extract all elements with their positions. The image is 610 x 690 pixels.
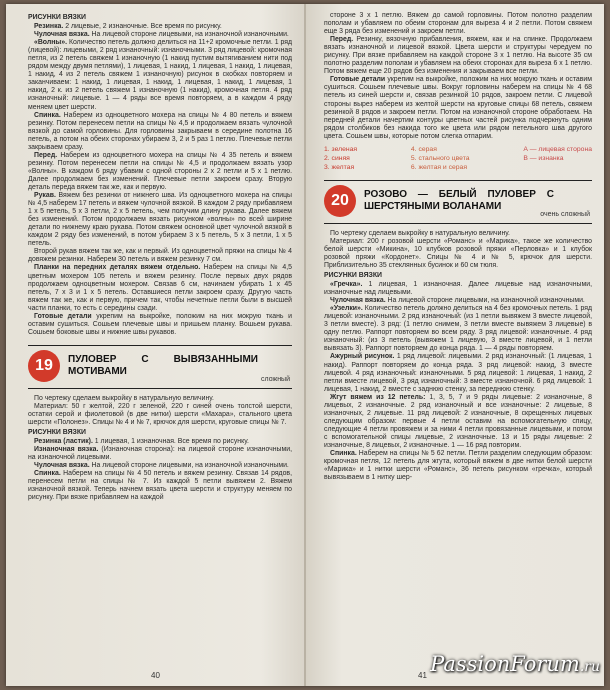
- paragraph: [28, 31, 292, 39]
- paragraph: [28, 403, 292, 427]
- paragraph-lead: Чулочная вязка.: [34, 462, 90, 470]
- paragraph-lead: Ажурный рисунок.: [330, 353, 395, 361]
- paragraph: [324, 353, 592, 393]
- paragraph-text: 2 лицевые, 2 изнаночные. Все время по рисунку.: [63, 23, 222, 31]
- paragraph-text: По чертежу сделаем выкройку в натуральную величину.: [34, 394, 214, 402]
- paragraph-text: Вяжем без резинки от нижнего шва. Из одноцветного мохера на спицы № 4,5 наберем 17 петель и вяжем чулочной вязкой. В каждом 2 ряду прибавляем 1 х 5 петель, 5 х 3 петли, 2 х 5 петель, чем получим длину рукава. Далее вяжем без изменений. Потом продолжаем вязать рисунком «волны» по всей ширине детали по нижнему краю рукава. Потом свяжем основной цвет чулочной вязкой в каждом 2 ряду без изменений, в потом убираем 3 х 5 петель, 5 х 3 петли, 1 х 5 петель.: [28, 192, 292, 248]
- difficulty-label: очень сложный: [540, 210, 590, 218]
- paragraph: [28, 438, 292, 446]
- paragraph-text: Наберем из одноцветного мохера на спицы № 4 35 петель и вяжем резинку. Потом перенесем петли на спицы № 4,5 и продолжаем вязать узор «Волны». В каждом 6 ряду убавим с одной стороны 2 х 2 петли и 5 х 1 петлю. Далее продолжаем без изменений. Плечевые петли закроем сразу. Вторую деталь переда вяжем так же, как и первую.: [28, 151, 292, 191]
- paragraph: [324, 305, 592, 353]
- paragraph-text: Материал: 200 г розовой шерсти «Романс» и «Марика», такое же количество белой шерсти «Микина», 10 клубков розовой пряжи «Перловка» и 1 клубок розовой пряжи «Кордонет». Спицы № 4 и № 5, крючок для шерсти. Приблизительно 35 стеклянных бусинок и 60 см тюля.: [324, 237, 592, 269]
- legend-col: [324, 145, 357, 172]
- paragraph-lead: Жгут вяжем из 12 петель:: [330, 393, 426, 401]
- paragraph-lead: Резинка.: [34, 23, 64, 31]
- paragraph-text: стороне 3 х 1 петлю. Вяжем до самой горловины. Потом полотно разделим пополам и убавляем по обеим сторонам для выреза 4 и 2 петли. Потом свяжем еще 3 ряда без изменений и закроем петли.: [324, 12, 592, 36]
- paragraph-lead: Спинка.: [34, 470, 61, 478]
- paragraph-text: Наберем на спицы № 4,5 цветным мохером 105 петель и вяжем резинку. После первых двух рядов продолжаем одноцветным мохером. Связав 6 см, начинаем убирать 1 х 45 петель, 7 х 3 и 1 х 5 петель. Оставшиеся петли закроем сразу. Другую часть вяжем так же, как и первую, причем так, чтобы нечетные петли были в высшей части планки, то есть с середины сзади.: [28, 264, 292, 312]
- paragraph-group: [324, 12, 592, 141]
- site-watermark: [430, 652, 600, 676]
- book-spread: [6, 4, 604, 686]
- paragraph-lead: «Узелки».: [330, 305, 363, 313]
- page-number: 41: [418, 671, 427, 680]
- watermark-domain: .ru: [579, 659, 600, 675]
- paragraph-lead: Планки на передних деталях вяжем отдельно.: [34, 264, 201, 272]
- page-number: 40: [151, 671, 160, 680]
- right-page: [306, 4, 604, 686]
- watermark-name: PassionForum: [430, 652, 580, 676]
- paragraph-lead: Изнаночная вязка.: [34, 446, 99, 454]
- paragraph-lead: Рукав.: [34, 192, 56, 200]
- pattern-banner: [28, 345, 292, 389]
- paragraph-lead: Готовые детали: [330, 76, 386, 84]
- section-heading: РИСУНКИ ВЯЗКИ: [28, 429, 87, 437]
- pattern-banner: [324, 180, 592, 224]
- paragraph: [28, 264, 292, 312]
- paragraph-lead: Спинка.: [330, 450, 357, 458]
- paragraph-lead: Перед.: [330, 36, 354, 44]
- paragraph-text: Наберем на спицы № 5 62 петли. Петли разделим следующим образом: кромочная петля, 12 петель для жгута, который вяжем в две нитки белой шерсти «Марика» и 1 нитки шерсти «Романс», 36 петель рисунком «гречка», который вывязываем в 1 нитку шер-: [324, 450, 592, 482]
- paragraph-text: На лицевой стороне лицевыми, на изнаночной изнаночными.: [385, 297, 585, 305]
- legend-item: А — лицевая сторона: [523, 145, 592, 153]
- paragraph-text: 1 лицевая, 1 изнаночная. Все время по рисунку.: [92, 438, 249, 446]
- legend-item: В — изнанка: [523, 154, 564, 162]
- section-heading: РИСУНКИ ВЯЗКИ: [28, 14, 87, 21]
- legend-item: 5. стального цвета: [410, 154, 470, 162]
- paragraph: [324, 297, 592, 305]
- legend-item: 4. серая: [410, 145, 437, 153]
- paragraph-text: 1, 3, 5, 7 и 9 ряды лицевые: 2 изнаночные, 8 лицевых, 2 изнаночные. 2 ряд изнаночный и все изнаночные: 2 лицевые, 8 изнаночных, 2 лицевые. 11 ряд лицевой: 2 изнаночные, 8 скрещенных лицевых следующим образом: первые 4 петли оставим на вспомогательную спицу, следующие 4 петли провяжем и за ними 4 петли провязанные лицевыми, и потом с вспомогательной спицы лицевые, 2 изнаночные. 13 и 15 ряды лицевые: 2 изнаночные, 8 лицевых, 2 изнаночные. 1 — 16 ряд повторим.: [324, 393, 592, 449]
- paragraph-text: укрепим на выкройке, положим на них мокрую ткань и оставим сушиться. Сошьем плечевые швы и пришьем планку. Вошьем рукава. Сошьем боковые швы и нижние швы рукавов.: [28, 312, 292, 336]
- paragraph-text: Наберем на спицы № 4 50 петель и вяжем резинку. Связав 14 рядов, перенесем петли на спицы № 7. Из каждой 5 петли вывяжем 2. Вяжем изнаночной вязкой. Теперь начнем вязать цвета шерсти и структуру меняем по рисунку. При вязке прибавляем на каждой: [28, 470, 292, 502]
- pattern-number-badge: 19: [28, 350, 60, 382]
- legend-col: [411, 145, 470, 172]
- paragraph-group: [28, 23, 292, 337]
- paragraph: [324, 76, 592, 140]
- left-column: [28, 12, 292, 502]
- paragraph: [324, 230, 592, 238]
- paragraph: [324, 12, 592, 36]
- paragraph-group: [324, 281, 592, 482]
- paragraph-text: Второй рукав вяжем так же, как и первый. Из одноцветной пряжи на спицы № 4 довяжем резинки. Наберем 30 петель и вяжем резинку 7 см.: [28, 248, 292, 264]
- paragraph-text: По чертежу сделаем выкройку в натуральную величину.: [330, 229, 510, 237]
- paragraph-text: Количество петель должно делиться на 4 без кромочных петель. 1 ряд лицевой: изнаночными. 2 ряд изнаночный: (из 1 петли вывяжем 3 вместе лицевой, 3 петли вместе). 3 ряд: (1 петлю снимем, 3 петли вместе вывяжем 3 лицевые) в одну петлю. Раппорт повторяем во всем ряду. 3 ряд лицевой: изнаночные. 4 ряд изнаночный: (из 3 петель (вывяжем 1 лицевую, 3 вместе лицевой, и 1 петли вывязать 3). Раппорт повторяем до конца ряда. 1 — 4 ряды повторяем.: [324, 305, 592, 353]
- paragraph: [28, 248, 292, 264]
- section-heading: РИСУНКИ ВЯЗКИ: [324, 271, 383, 279]
- paragraph: [28, 313, 292, 337]
- paragraph-group: [28, 395, 292, 427]
- paragraph-text: Количество петель должно делиться на 11+2 кромочные петли. 1 ряд (лицевой): лицевыми, 2 ряд изнаночный: изнаночными. 3 ряд лицевой: кромочная петля, из 2 петель свяжем 1 изнаночную (1 накид пустим вытягиванием нити под рядом между двумя петлями), 1 лицевая, 1 накид, 1 лицевая, 1 накид, 1 лицевая, 1 накид, 4 из 2 петель свяжем 1 изнаночную) рисунок в скобках повторяем и заканчиваем: 1 накид, 1 лицевая, 1 накид, 1 лицевая, 1 накид, 1 лицевая, 1 накид, 2 к. из 2 петель свяжем 1 изнаночную (1 накид), кромочная петля. 4 ряд изнаночный: лицевые. 1 — 4 ряды все время повторяем, а в каждом 4 ряду меняем цвет шерсти.: [28, 39, 292, 111]
- pattern-title: ПУЛОВЕР С ВЫВЯЗАННЫМИ МОТИВАМИ: [68, 353, 258, 377]
- paragraph: [28, 395, 292, 403]
- legend-item: 2. синяя: [324, 154, 350, 162]
- paragraph-lead: «Гречка».: [330, 281, 363, 289]
- legend-item: 1. зеленая: [324, 145, 358, 153]
- paragraph: [324, 36, 592, 76]
- legend-item: 3. желтая: [324, 163, 355, 171]
- paragraph-text: Резинку, вязочную прибавления, вяжем, как и на спинке. Продолжаем вязать изнаночной и лицевой вязкой. Цвета шерсти и структуры чередуем по рисунку. При вязке прибавляем на каждой стороне 3 х 1 петлю. На высоте 35 см полотно разделим пополам и убавляем на обеих сторонах для выреза 6 х 1 петлю. Потом вяжем еще 20 рядов без изменения и закрываем все петли.: [324, 36, 592, 76]
- paragraph-lead: Чулочная вязка.: [330, 297, 386, 305]
- paragraph-text: 1 ряд лицевой: лицевыми. 2 ряд изнаночный: (1 лицевая, 1 накид). Раппорт повторяем до конца ряда. 3 ряд лицевой: накид, 3 вместе лицевой. 4 ряд изнаночный: изнаночными. 5 ряд лицевой: 1 лицевая, 1 накид, 2 петли вместе лицевой, 3 ряд изнаночный: 3 вместе изнаночной. 6 ряд лицевой: 1 лицевая, 1 накид, 2 вместе с заднюю стенку, за переднюю стенку.: [324, 353, 592, 393]
- paragraph-group: [324, 230, 592, 270]
- paragraph-text: На лицевой стороне лицевыми, на изнаночной изнаночными.: [89, 462, 289, 470]
- color-legend: [324, 145, 592, 172]
- pattern-title: РОЗОВО — БЕЛЫЙ ПУЛОВЕР С ШЕРСТЯНЫМИ ВОЛАНАМИ: [364, 188, 554, 212]
- paragraph-lead: Перед.: [34, 151, 58, 159]
- paragraph: [28, 112, 292, 152]
- paragraph-text: Наберем из одноцветного мохера на спицы № 4 80 петель и вяжем резинку. Потом перенесем петли на спицы № 4,5 и продолжаем вязать чулочной вязкой до самой горловины. Для горловины закрываем в середине полотна 16 петель, а потом на обеих сторонах убираем 3, 2 и 5 раз 1 петлю. Плечевые петли закрываем сразу.: [28, 111, 292, 151]
- paragraph: [324, 238, 592, 270]
- paragraph: [324, 450, 592, 482]
- paragraph-text: На лицевой стороне лицевыми, на изнаночной изнаночными.: [89, 31, 289, 39]
- paragraph-lead: «Волны».: [34, 39, 68, 47]
- paragraph-text: (Изнаночная сторона): на лицевой стороне изнаночными, на изнаночной лицевыми.: [28, 446, 292, 462]
- paragraph: [28, 470, 292, 502]
- paragraph: [28, 192, 292, 248]
- paragraph: [28, 446, 292, 462]
- paragraph-text: Материал: 50 г желтой, 220 г зеленой, 220 г синей очень толстой шерсти, остатки серой и фиолетовой (в две нитки) шерсти «Махара», стального цвета шерсти «Полонез». Спицы № 4 и № 7, крючок для шерсти, круговые спицы № 7.: [28, 402, 292, 427]
- paragraph: [28, 152, 292, 192]
- legend-item: 6. желтая и серая: [410, 163, 468, 171]
- right-column: [324, 12, 592, 482]
- paragraph-lead: Резинка (ластик).: [34, 438, 93, 446]
- paragraph: [324, 281, 592, 297]
- paragraph-lead: Готовые детали: [34, 312, 92, 320]
- left-page: [6, 4, 306, 686]
- paragraph: [324, 394, 592, 450]
- legend-col: [523, 145, 592, 172]
- paragraph: [28, 39, 292, 111]
- paragraph-lead: Спинка.: [34, 111, 61, 119]
- paragraph-text: укрепим на выкройке, положим на них мокрую ткань и оставим сушиться. Сошьем плечевые швы. Вокруг горловины наберем на спицы № 4 68 петель из синей шерсти и, связав резинкой 10 рядов, закроем петли. С лицевой стороны вырез наберем из желтой шерсти на круговые спицы 68 петель, свяжем резинкой 8 рядов и закроем петли. Потом на изнаночной стороне обработаем. На передней детали начертим контуры цветных частей рисунка подчеркнуть одним рядом столбиков без накида того же цвета или рядом петельного шва другого цвета. Сошьем швы, которые потом слегка отпарим.: [324, 76, 592, 140]
- paragraph-group: [28, 438, 292, 502]
- paragraph: [28, 23, 292, 31]
- paragraph-text: 1 лицевая, 1 изнаночная. Далее лицевые над изнаночными, изнаночные над лицевыми.: [324, 281, 592, 297]
- pattern-number-badge: 20: [324, 185, 356, 217]
- paragraph-lead: Чулочная вязка.: [34, 31, 90, 39]
- difficulty-label: сложный: [261, 375, 290, 383]
